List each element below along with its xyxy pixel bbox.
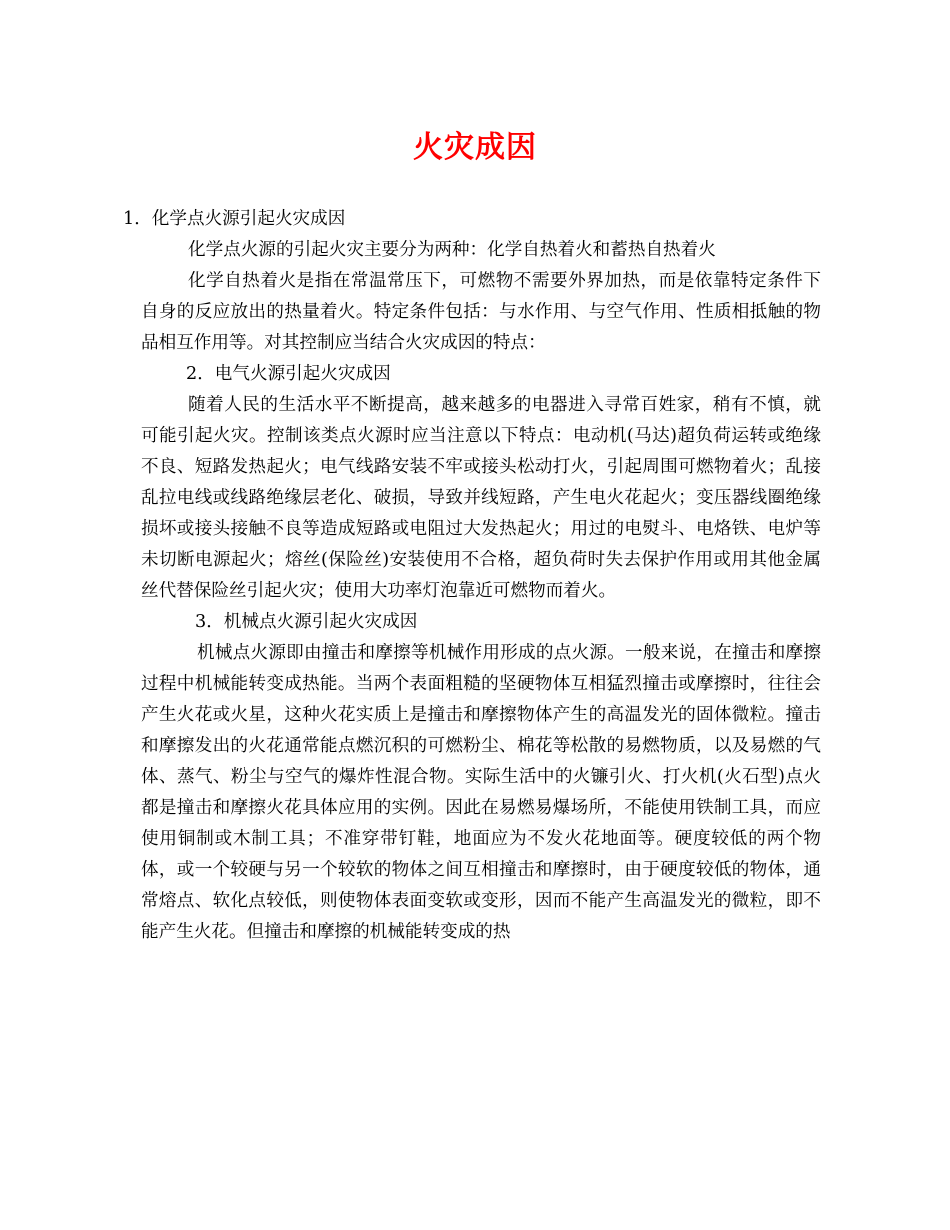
section-heading-mechanical: 3．机械点火源引起火灾成因 xyxy=(195,612,418,632)
section-heading-chemical: 1．化学点火源引起火灾成因 xyxy=(123,209,346,229)
paragraph-electrical: 随着人民的生活水平不断提高，越来越多的电器进入寻常百姓家，稍有不慎，就可能引起火灾。控制该类点火源时应当注意以下特点：电动机(马达)超负荷运转或绝缘不良、短路发热起火；电气线路安装不牢或接头松动打火，引起周围可燃物着火；乱接乱拉电线或线路绝缘层老化、破损，导致并线短路，产生电火花起火；变压器线圈绝缘损坏或接头接触不良等造成短路或电阻过大发热起火；用过的电熨斗、电烙铁、电炉等未切断电源起火；熔丝(保险丝)安装使用不合格，超负荷时失去保护作用或用其他金属丝代替保险丝引起火灾；使用大功率灯泡靠近可燃物而着火。 xyxy=(141,395,821,601)
paragraph-mechanical: 机械点火源即由撞击和摩擦等机械作用形成的点火源。一般来说，在撞击和摩擦过程中机械能转变成热能。当两个表面粗糙的坚硬物体互相猛烈撞击或摩擦时，往往会产生火花或火星，这种火花实质上是撞击和摩擦物体产生的高温发光的固体微粒。撞击和摩擦发出的火花通常能点燃沉积的可燃粉尘、棉花等松散的易燃物质，以及易燃的气体、蒸气、粉尘与空气的爆炸性混合物。实际生活中的火镰引火、打火机(火石型)点火都是撞击和摩擦火花具体应用的实例。因此在易燃易爆场所，不能使用铁制工具，而应使用铜制或木制工具；不准穿带钉鞋，地面应为不发火花地面等。硬度较低的两个物体，或一个较硬与另一个较软的物体之间互相撞击和摩擦时，由于硬度较低的物体，通常熔点、软化点较低，则使物体表面变软或变形，因而不能产生高温发光的微粒，即不能产生火花。但撞击和摩擦的机械能转变成的热 xyxy=(141,643,821,942)
paragraph-chemical-types: 化学点火源的引起火灾主要分为两种：化学自热着火和蓄热自热着火 xyxy=(188,240,716,260)
section-heading-electrical: 2．电气火源引起火灾成因 xyxy=(186,364,391,384)
document-body xyxy=(123,204,821,948)
paragraph-chemical-self-heating: 化学自热着火是指在常温常压下，可燃物不需要外界加热，而是依靠特定条件下自身的反应放出的热量着火。特定条件包括：与水作用、与空气作用、性质相抵触的物品相互作用等。对其控制应当结合火灾成因的特点： xyxy=(141,271,821,353)
page-title: 火灾成因 xyxy=(413,130,537,165)
